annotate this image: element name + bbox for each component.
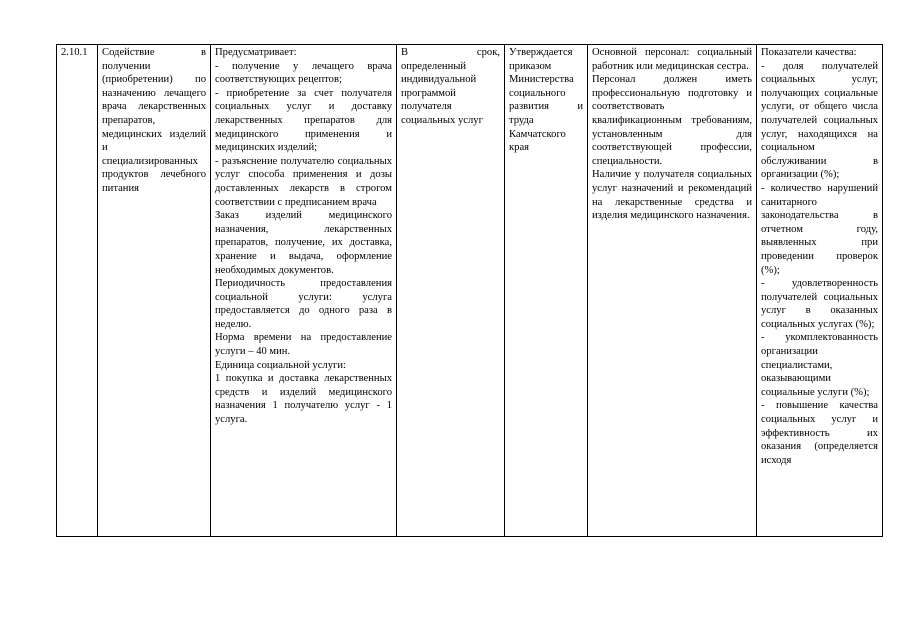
content-paragraph: Норма времени на предоставление услуги – 40 мин. bbox=[215, 332, 392, 358]
content-paragraph: Заказ изделий медицинского назначения, лекарственных препаратов, получение, их доставка, хранение и выдача, оформление необходимых документов. bbox=[215, 210, 392, 276]
quality-paragraph: - укомплектованность организации специалистами, оказывающими социальные услуги (%); bbox=[761, 332, 878, 398]
cell-service-name bbox=[98, 45, 211, 537]
cell-service-content bbox=[211, 45, 397, 537]
cell-service-term bbox=[397, 45, 505, 537]
content-paragraph: - разъяснение получателю социальных услуг способа применения и дозы доставленных лекарств в строгом соответствии с предписанием врача bbox=[215, 155, 392, 208]
conditions-paragraph: Наличие у получателя социальных услуг назначений и рекомендаций на лекарственные средства и изделия медицинского назначения. bbox=[592, 169, 752, 222]
cell-tariff bbox=[505, 45, 588, 537]
quality-paragraph: - повышение качества социальных услуг и эффективность их оказания (определяется исходя bbox=[761, 400, 878, 466]
quality-paragraph: - количество нарушений санитарного законодательства в отчетном году, выявленных при проведении проверок (%); bbox=[761, 182, 878, 276]
cell-quality-indicators bbox=[757, 45, 883, 537]
cell-conditions bbox=[588, 45, 757, 537]
content-paragraph: - получение у лечащего врача соответствующих рецептов; bbox=[215, 60, 392, 86]
service-term: В срок, определенный индивидуальной программой получателя социальных услуг bbox=[401, 47, 500, 126]
service-name: Содействие в получении (приобретении) по назначению лечащего врача лекарственных препаратов, медицинских изделий и специализированных продуктов лечебного питания bbox=[102, 47, 206, 194]
row-number: 2.10.1 bbox=[61, 47, 88, 58]
content-paragraph: Единица социальной услуги: bbox=[215, 359, 346, 371]
quality-paragraph: - доля получателей социальных услуг, получающих социальные услуги, от общего числа получателей социальных услуг, находящихся на социальном обслуживании в организации (%); bbox=[761, 60, 878, 181]
conditions-paragraph: Основной персонал: социальный работник или медицинская сестра. bbox=[592, 47, 752, 72]
cell-number bbox=[57, 45, 98, 537]
tariff-text: Утверждается приказом Министерства социального развития и труда Камчатского края bbox=[509, 47, 583, 154]
content-paragraph: Периодичность предоставления социальной услуги: услуга предоставляется до одного раза в неделю. bbox=[215, 278, 392, 330]
table-row bbox=[57, 45, 883, 537]
conditions-paragraph: Персонал должен иметь профессиональную подготовку и соответствовать квалификационным требованиям, установленным для соответствующей профессии, специальности. bbox=[592, 74, 752, 167]
content-paragraph: Предусматривает: bbox=[215, 47, 297, 58]
quality-paragraph: - удовлетворенность получателей социальных услуг в оказанных социальных услугах (%); bbox=[761, 278, 878, 330]
quality-paragraph: Показатели качества: bbox=[761, 47, 857, 58]
content-paragraph: 1 покупка и доставка лекарственных средств и изделий медицинского назначения 1 получателю услуг - 1 услуга. bbox=[215, 373, 392, 426]
services-table bbox=[56, 44, 883, 537]
content-paragraph: - приобретение за счет получателя социальных услуг и доставку лекарственных препаратов для медицинского применения и медицинских изделий; bbox=[215, 87, 392, 154]
